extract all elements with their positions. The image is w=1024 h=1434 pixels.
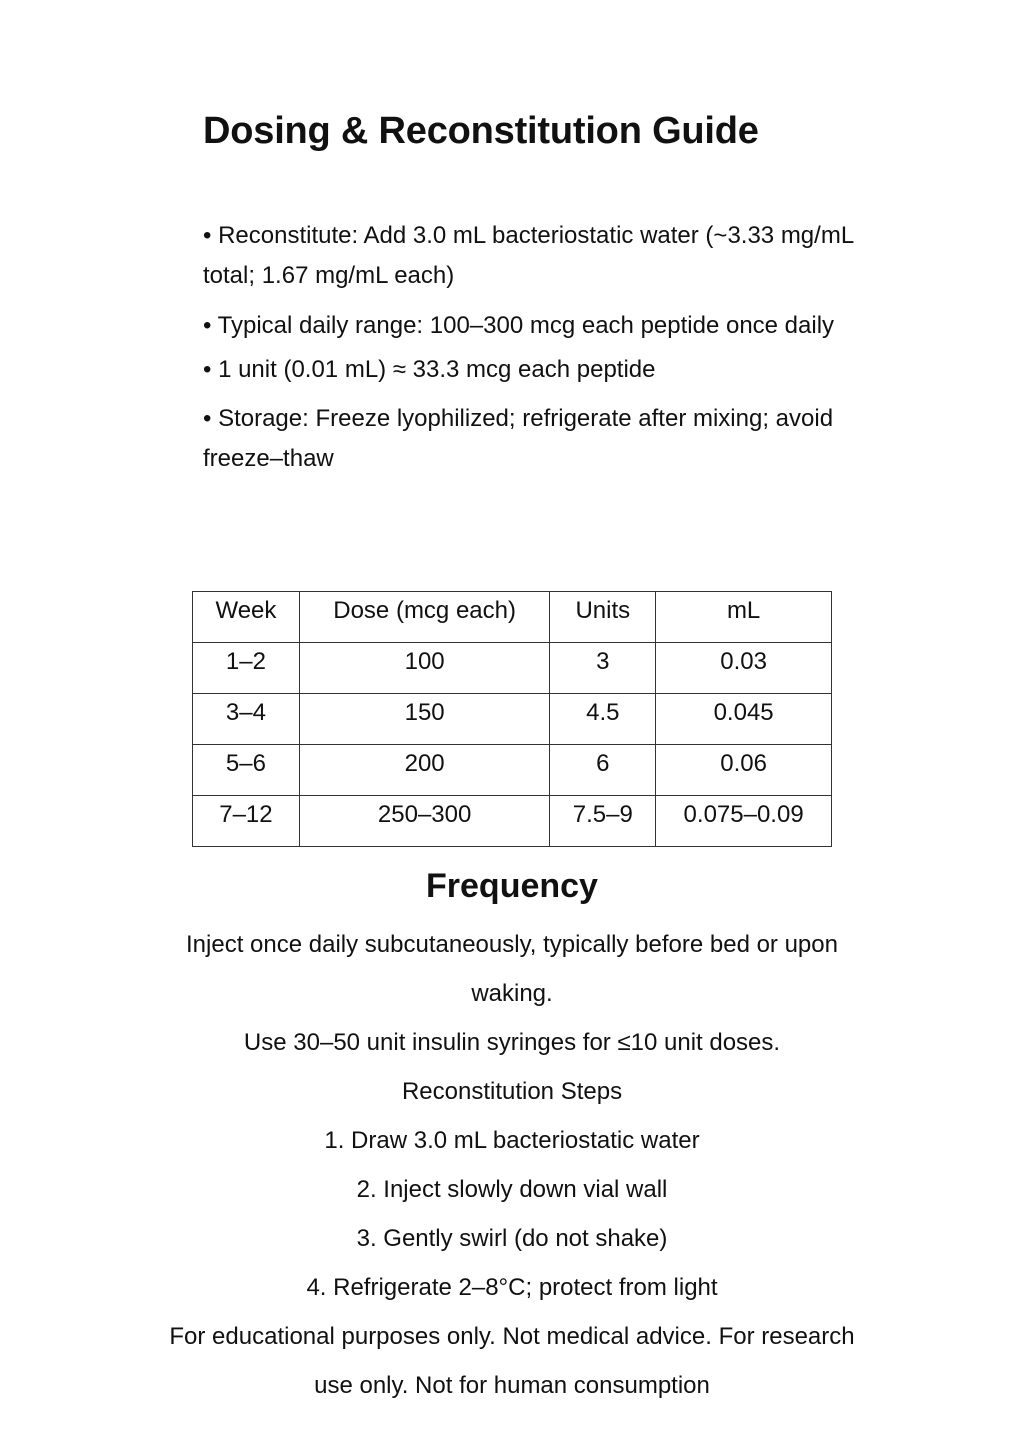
table-row (193, 796, 832, 847)
disclaimer: For educational purposes only. Not medical advice. For research use only. Not for human consumption (169, 1323, 855, 1399)
bullet-storage: • Storage: Freeze lyophilized; refrigerate after mixing; avoid freeze–thaw (203, 405, 834, 472)
frequency-section (150, 920, 874, 1410)
cell-units: 4.5 (550, 694, 656, 745)
cell-ml: 0.045 (656, 694, 832, 745)
cell-units: 6 (550, 745, 656, 796)
key-points-list (203, 216, 863, 489)
cell-week: 3–4 (193, 694, 300, 745)
cell-units: 3 (550, 643, 656, 694)
cell-ml: 0.06 (656, 745, 832, 796)
column-header-week: Week (193, 592, 300, 643)
cell-week: 5–6 (193, 745, 300, 796)
syringe-note: Use 30–50 unit insulin syringes for ≤10 unit doses. (243, 1029, 781, 1056)
frequency-text: Inject once daily subcutaneously, typically before bed or upon waking. (186, 931, 838, 1007)
cell-units: 7.5–9 (550, 796, 656, 847)
column-header-ml: mL (656, 592, 832, 643)
table-header-row (193, 592, 832, 643)
cell-week: 1–2 (193, 643, 300, 694)
bullet-unit-conversion: • 1 unit (0.01 mL) ≈ 33.3 mcg each peptide (203, 356, 656, 383)
cell-ml: 0.075–0.09 (656, 796, 832, 847)
table-row (193, 745, 832, 796)
cell-dose: 200 (299, 745, 550, 796)
cell-ml: 0.03 (656, 643, 832, 694)
cell-dose: 100 (299, 643, 550, 694)
bullet-daily-range: • Typical daily range: 100–300 mcg each peptide once daily (203, 312, 835, 339)
cell-dose: 150 (299, 694, 550, 745)
column-header-dose: Dose (mcg each) (299, 592, 550, 643)
cell-dose: 250–300 (299, 796, 550, 847)
cell-week: 7–12 (193, 796, 300, 847)
bullet-reconstitute: • Reconstitute: Add 3.0 mL bacteriostatic water (~3.33 mg/mL total; 1.67 mg/mL each) (203, 222, 854, 289)
reconstitution-step: 2. Inject slowly down vial wall (356, 1176, 668, 1203)
reconstitution-step: 1. Draw 3.0 mL bacteriostatic water (324, 1127, 700, 1154)
frequency-heading: Frequency (426, 867, 598, 905)
reconstitution-step: 3. Gently swirl (do not shake) (356, 1225, 668, 1252)
reconstitution-step: 4. Refrigerate 2–8°C; protect from light (306, 1274, 718, 1301)
table-row (193, 694, 832, 745)
column-header-units: Units (550, 592, 656, 643)
table-row (193, 643, 832, 694)
page-title: Dosing & Reconstitution Guide (203, 110, 759, 152)
dosing-table (192, 591, 832, 847)
reconstitution-heading: Reconstitution Steps (401, 1078, 623, 1105)
